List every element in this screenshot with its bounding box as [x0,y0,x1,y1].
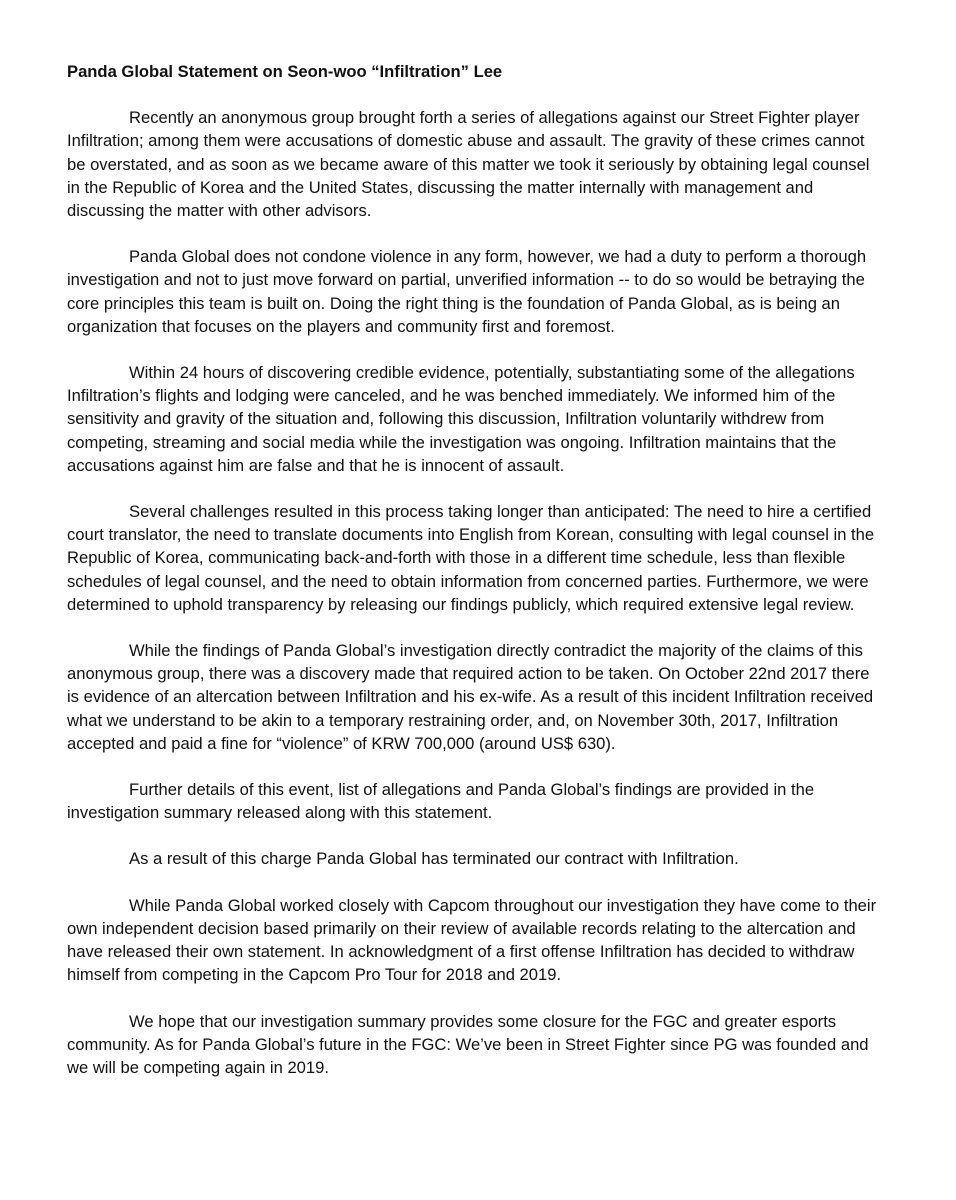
paragraph-allegations: Recently an anonymous group brought forth a series of allegations against our Street Fighter player Infiltration; among them were accusations of domestic abuse and assault. The gravity of these crimes cannot be overstated, and as soon as we became aware of this matter we took it seriously by obtaining legal counsel in the Republic of Korea and the United States, discussing the matter internally with management and discussing the matter with other advisors. [67,108,870,221]
document-title: Panda Global Statement on Seon-woo “Infiltration” Lee [67,62,503,81]
paragraph-benched: Within 24 hours of discovering credible evidence, potentially, substantiating some of the allegations Infiltration’s flights and lodging were canceled, and he was benched immediately. We informed him of the sensitivity and gravity of the situation and, following this discussion, Infiltration voluntarily withdrew from competing, streaming and social media while the investigation was ongoing. Infiltration maintains that the accusations against him are false and that he is innocent of assault. [67,363,855,475]
paragraph-challenges: Several challenges resulted in this process taking longer than anticipated: The need to hire a certified court translator, the need to translate documents into English from Korean, consulting with legal counsel in the Republic of Korea, communicating back-and-forth with those in a different time schedule, less than flexible schedules of legal counsel, and the need to obtain information from concerned parties. Furthermore, we were determined to uphold transparency by releasing our findings publicly, which required extensive legal review. [67,502,875,614]
paragraph-capcom: While Panda Global worked closely with Capcom throughout our investigation they have come to their own independent decision based primarily on their review of available records relating to the altercation and have released their own statement. In acknowledgment of a first offense Infiltration has decided to withdraw himself from competing in the Capcom Pro Tour for 2018 and 2019. [67,895,877,985]
paragraph-termination: As a result of this charge Panda Global has terminated our contract with Infiltration. [129,849,739,869]
paragraph-findings: While the findings of Panda Global’s investigation directly contradict the majority of the claims of this anonymous group, there was a discovery made that required action to be taken. On October 22nd 2017 there is evidence of an altercation between Infiltration and his ex-wife. As a result of this incident Infiltration received what we understand to be akin to a temporary restraining order, and, on November 30th, 2017, Infiltration accepted and paid a fine for “violence” of KRW 700,000 (around US$ 630). [67,641,874,753]
paragraph-no-violence: Panda Global does not condone violence in any form, however, we had a duty to perform a thorough investigation and not to just move forward on partial, unverified information -- to do so would be betraying the core principles this team is built on. Doing the right thing is the foundation of Panda Global, as is being an organization that focuses on the players and community first and foremost. [67,247,867,336]
paragraph-further-details: Further details of this event, list of allegations and Panda Global’s findings are provided in the investigation summary released along with this statement. [67,780,815,823]
statement-document [67,60,882,1102]
paragraph-closure: We hope that our investigation summary provides some closure for the FGC and greater esports community. As for Panda Global’s future in the FGC: We’ve been in Street Fighter since PG was founded and we will be competing again in 2019. [67,1011,869,1077]
